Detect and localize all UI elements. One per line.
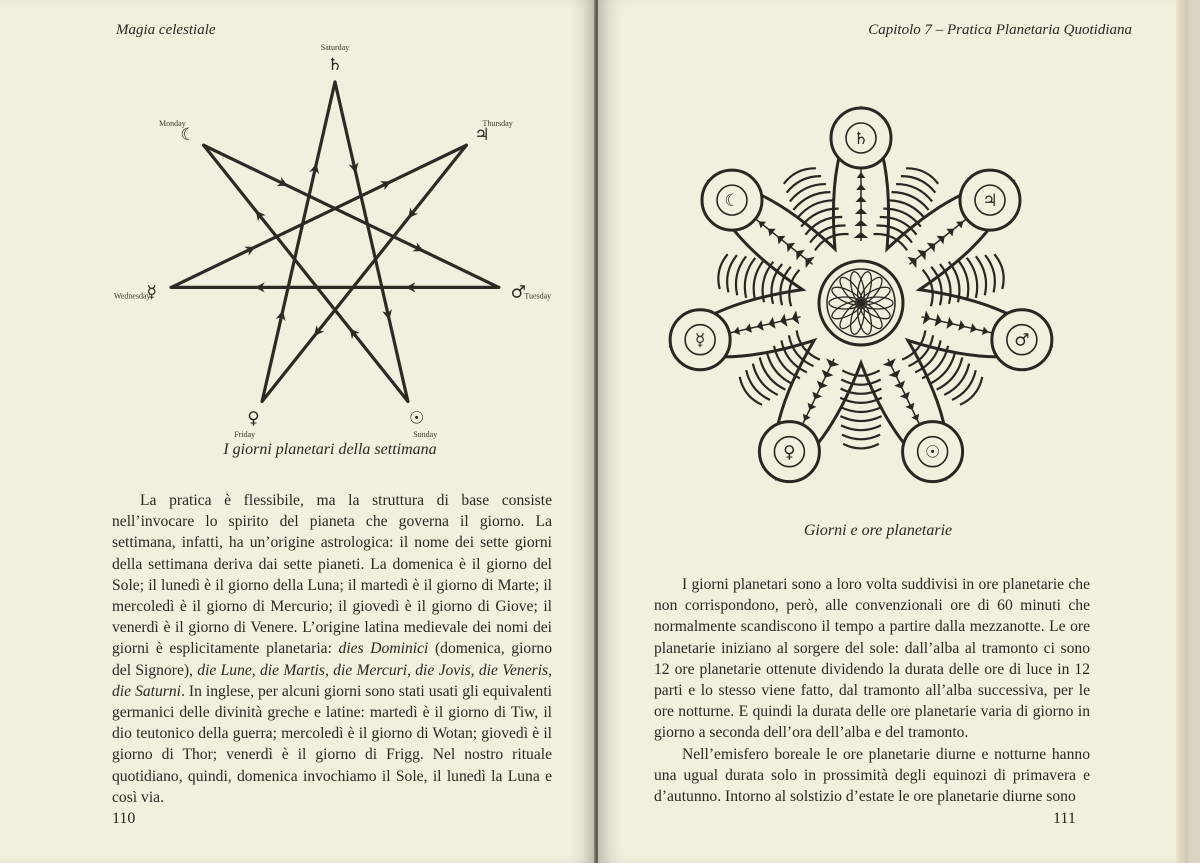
heptagram-lines	[171, 82, 499, 401]
star-center-mandala	[819, 261, 903, 345]
arrowhead	[277, 177, 290, 190]
right-page-number: 111	[1053, 810, 1076, 827]
planet-symbol-icon: ♂	[1014, 330, 1030, 351]
ornament-stroke	[841, 425, 881, 430]
planet-symbol-icon: ♀	[247, 408, 260, 429]
heptagram-edge	[171, 145, 466, 287]
planetary-star-figure	[638, 75, 1118, 505]
planet-symbol-icon: ♄	[327, 55, 343, 75]
planet-symbol-icon: ☿	[694, 330, 706, 351]
left-running-head: Magia celestiale	[116, 22, 216, 38]
day-label: Wednesday	[113, 291, 151, 301]
right-running-head: Capitolo 7 – Pratica Planetaria Quotidiana	[868, 22, 1132, 38]
day-label: Friday	[234, 429, 256, 439]
planet-symbol-icon: ☾	[724, 191, 740, 212]
day-label: Sunday	[413, 429, 438, 439]
left-page-number: 110	[112, 810, 136, 827]
right-paragraph-2: Nell’emisfero boreale le ore planetarie diurne e notturne hanno una ugual durata solo in prossimità degli equinozi di primavera e d’autunno. Intorno al solstizio d’estate le ore planetarie diurne sono	[654, 745, 1090, 806]
ornament-stroke	[840, 416, 881, 421]
arrowhead	[412, 242, 425, 255]
day-label: Thursday	[482, 118, 513, 128]
right-page	[598, 0, 1188, 863]
planet-symbol-icon: ☾	[180, 125, 196, 146]
heptagram-arrows	[244, 162, 426, 339]
planet-symbol-icon: ♂	[510, 282, 526, 303]
day-label: Saturday	[320, 43, 350, 52]
mandala-center-dot	[857, 299, 865, 307]
arrowhead	[380, 177, 393, 190]
left-paragraph: La pratica è flessibile, ma la struttura di base consiste nell’invocare lo spirito del pianeta che governa il giorno. La settimana, infatti, ha un’origine astrologica: il nome dei sette giorni della settimana deriva dai sette pianeti. La domenica è il giorno del Sole; il lunedì è il giorno della Luna; il martedì è il giorno di Marte; il mercoledì è il giorno di Mercurio; il giovedì è il giorno di Giove; il venerdì è il giorno di Venere. L’origine latina medievale dei nomi dei giorni è esplicitamente planetaria: dies Dominici (domenica, giorno del Signore), die Lune, die Martis, die Mercuri, die Jovis, die Veneris, die Saturni. In inglese, per alcuni giorni sono stati usati gli equivalenti germanici delle divinità greche e latine: martedì è il giorno di Tiw, il dio teutonico della guerra; mercoledì è il giorno di Wotan; giovedì è il giorno di Thor; venerdì è il giorno di Frigg. Nel nostro rituale quotidiano, quindi, domenica invochiamo il Sole, il lunedì la Luna e così via.	[112, 492, 553, 806]
page-edge	[1176, 0, 1188, 863]
right-body-text	[654, 574, 1090, 807]
left-page	[0, 0, 596, 863]
planet-symbol-icon: ☉	[408, 408, 425, 429]
planet-symbol-icon: ♃	[982, 191, 998, 212]
planet-symbol-icon: ♄	[853, 129, 869, 149]
arrowhead	[244, 242, 257, 255]
ornament-stroke	[843, 444, 879, 449]
planet-symbol-icon: ♃	[474, 125, 490, 146]
day-label: Monday	[159, 118, 186, 128]
planet-symbol-icon: ☉	[924, 442, 941, 463]
ornament-stroke	[840, 407, 882, 412]
ornament-stroke	[842, 435, 880, 440]
planet-symbol-icon: ☿	[146, 282, 157, 303]
planet-symbol-icon: ♀	[783, 442, 796, 463]
left-figure-caption: I giorni planetari della settimana	[223, 441, 437, 458]
right-figure-caption: Giorni e ore planetarie	[803, 522, 953, 539]
right-paragraph-1: I giorni planetari sono a loro volta suddivisi in ore planetarie che non corrispondono, però, alle convenzionali ore di 60 minuti che normalmente scandiscono il tempo a partire dalla mezzanotte. Le ore planetarie iniziano al sorgere del sole: dall’alba al tramonto ci sono 12 ore planetarie ottenute dividendo la durata delle ore di luce in 12 parti e lo stesso viene fatto, dal tramonto all’alba successiva, per le ore notturne. E quindi la durata delle ore planetarie varia di giorno in giorno a seconda dell’ora dell’alba e del tramonto.	[654, 576, 1090, 742]
heptagram-figure	[113, 43, 552, 439]
day-label: Tuesday	[524, 291, 552, 301]
left-body-text	[112, 490, 552, 808]
